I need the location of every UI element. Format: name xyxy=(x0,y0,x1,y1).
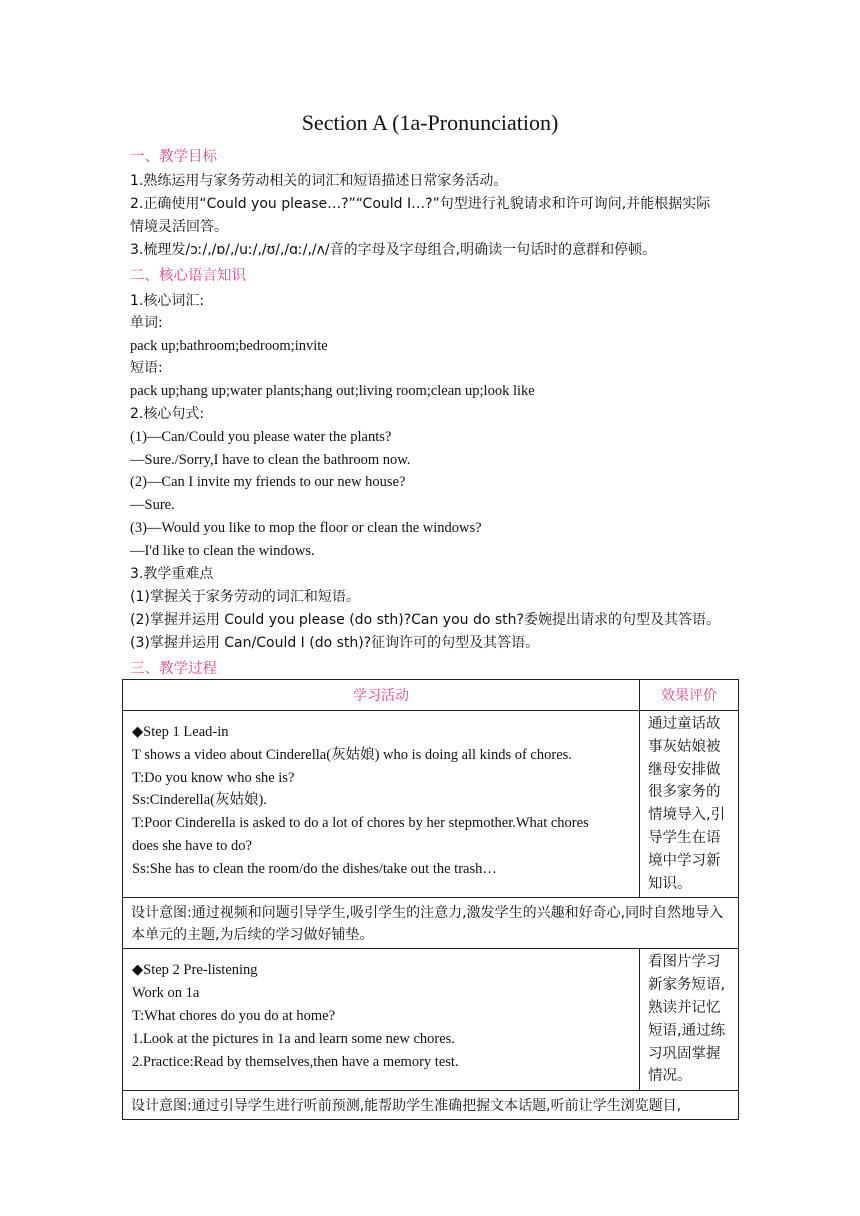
core-line: (2)掌握并运用 Could you please (do sth)?Can you do sth?委婉提出请求的句型及其答语。 xyxy=(130,612,720,628)
step2-design-intent: 设计意图:通过引导学生进行听前预测,能帮助学生准确把握文本话题,听前让学生浏览题目, xyxy=(123,1091,739,1120)
core-line: 单词: xyxy=(130,315,163,331)
core-line: 1.核心词汇: xyxy=(130,293,205,309)
step2-evaluation: 看图片学习新家务短语,熟读并记忆短语,通过练习巩固掌握情况。 xyxy=(640,949,739,1091)
core-line: (3)掌握并运用 Can/Could I (do sth)?征询许可的句型及其答语。 xyxy=(130,635,540,651)
step1-line: T:Poor Cinderella is asked to do a lot of chores by her stepmother.What chores xyxy=(132,815,589,832)
step2-line: ◆Step 2 Pre-listening xyxy=(132,962,258,979)
step1-evaluation: 通过童话故事灰姑娘被继母安排做很多家务的情境导入,引导学生在语境中学习新知识。 xyxy=(640,711,739,898)
section-heading-core: 二、核心语言知识 xyxy=(130,268,246,284)
core-line: (1)—Can/Could you please water the plants? xyxy=(130,429,392,445)
table-row-step2 xyxy=(123,949,739,1091)
teaching-process-table xyxy=(122,679,739,1120)
objective-line: 情境灵活回答。 xyxy=(130,219,228,235)
header-evaluation: 效果评价 xyxy=(640,680,739,711)
core-line: 2.核心句式: xyxy=(130,406,205,422)
page-title: Section A (1a-Pronunciation) xyxy=(301,110,559,135)
objective-line: 2.正确使用“Could you please…?”“Could I…?”句型进行礼貌请求和许可询问,并能根据实际 xyxy=(130,196,711,212)
step1-line: does she have to do? xyxy=(132,837,252,854)
step1-line: Ss:She has to clean the room/do the dishes/take out the trash… xyxy=(132,860,497,877)
step2-activity-cell xyxy=(123,949,640,1091)
core-line: 短语: xyxy=(130,360,163,376)
header-activity: 学习活动 xyxy=(123,680,640,711)
step1-line: ◆Step 1 Lead-in xyxy=(132,724,229,740)
objective-line: 1.熟练运用与家务劳动相关的词汇和短语描述日常家务活动。 xyxy=(130,173,508,189)
table-row-step2-intent xyxy=(123,1091,739,1120)
table-header-row xyxy=(123,680,739,711)
core-line: (3)—Would you like to mop the floor or clean the windows? xyxy=(130,520,482,536)
table-row-step1 xyxy=(123,711,739,898)
core-line: —Sure./Sorry,I have to clean the bathroom now. xyxy=(130,452,411,468)
step1-line: T shows a video about Cinderella(灰姑娘) who is doing all kinds of chores. xyxy=(132,746,572,763)
core-line: (2)—Can I invite my friends to our new house? xyxy=(130,474,406,490)
core-line: pack up;hang up;water plants;hang out;living room;clean up;look like xyxy=(130,383,535,399)
step1-activity-cell xyxy=(123,711,640,898)
core-line: 3.教学重难点 xyxy=(130,566,214,582)
core-line: —Sure. xyxy=(130,497,175,513)
table-row-step1-intent xyxy=(123,898,739,949)
step2-line: T:What chores do you do at home? xyxy=(132,1007,336,1024)
step1-design-intent: 设计意图:通过视频和问题引导学生,吸引学生的注意力,激发学生的兴趣和好奇心,同时自然地导入本单元的主题,为后续的学习做好铺垫。 xyxy=(123,898,739,949)
step2-line: 2.Practice:Read by themselves,then have a memory test. xyxy=(132,1053,459,1070)
section-heading-objectives: 一、教学目标 xyxy=(130,149,217,165)
step1-line: T:Do you know who she is? xyxy=(132,769,295,786)
objective-line: 3.梳理发/ɔː/,/ɒ/,/uː/,/ʊ/,/ɑː/,/ʌ/音的字母及字母组合,明确读一句话时的意群和停顿。 xyxy=(130,242,657,258)
step1-line: Ss:Cinderella(灰姑娘). xyxy=(132,792,267,809)
section-heading-process: 三、教学过程 xyxy=(130,661,217,677)
step2-line: Work on 1a xyxy=(132,985,200,1002)
core-line: pack up;bathroom;bedroom;invite xyxy=(130,338,328,354)
core-line: —I'd like to clean the windows. xyxy=(130,543,315,559)
core-line: (1)掌握关于家务劳动的词汇和短语。 xyxy=(130,589,360,605)
step2-line: 1.Look at the pictures in 1a and learn some new chores. xyxy=(132,1030,455,1047)
